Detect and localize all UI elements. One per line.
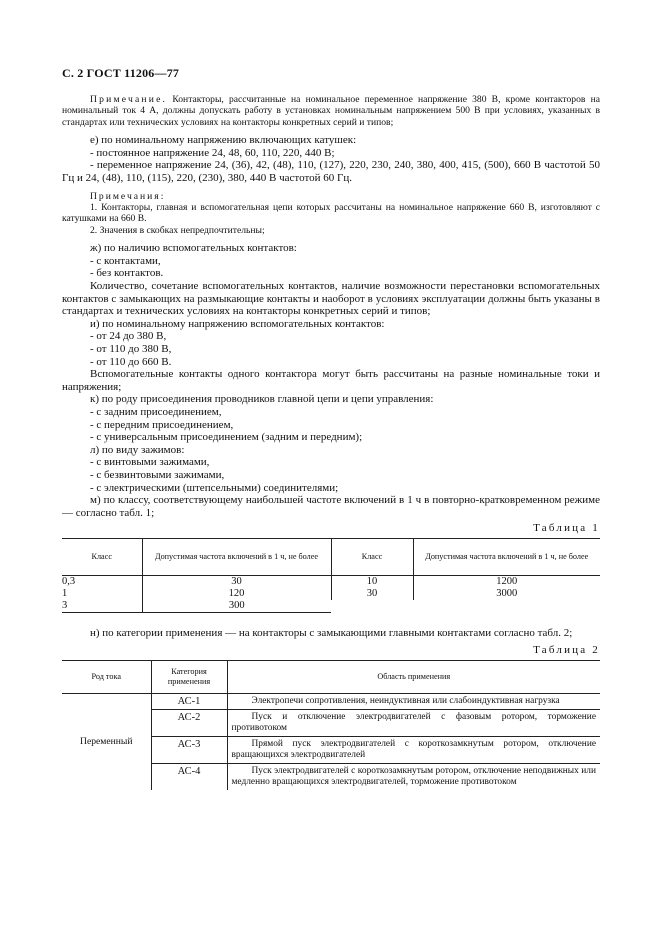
table1-header-row bbox=[62, 539, 600, 576]
aux-voltage-title: и) по номинальному напряжению вспомогательных контактов: bbox=[90, 317, 385, 330]
table2-header-area: Область применения bbox=[227, 660, 600, 693]
category-cell: АС-2 bbox=[151, 709, 227, 736]
table-row bbox=[62, 576, 600, 589]
class-item: м) по классу, соответствующему наибольшей частоте включений в 1 ч в повторно-кратковременном режиме — согласно табл. 1; bbox=[62, 494, 600, 519]
clamps-plug: - с электрическими (штепсельными) соединителями; bbox=[90, 481, 339, 494]
table-cell bbox=[331, 600, 413, 613]
aux-contacts-title: ж) по наличию вспомогательных контактов: bbox=[90, 242, 297, 255]
aux-contacts-paragraph: Количество, сочетание вспомогательных контактов, наличие возможности перестановки вспомогательных контактов с замыкающих на размыкающие контакты и наоборот в условиях эксплуатации должны быть указаны в стандартах и технических условиях на контакторы конкретных серий и типов; bbox=[62, 280, 600, 318]
aux-without-contacts: - без контактов. bbox=[90, 267, 164, 280]
table-cell: 10 bbox=[331, 576, 413, 589]
table2-header-row bbox=[62, 660, 600, 693]
table-cell: 300 bbox=[142, 600, 331, 613]
table-cell: 3000 bbox=[413, 588, 600, 600]
coil-voltage-title: е) по номинальному напряжению включающих катушек: bbox=[90, 134, 357, 147]
note-lead: Примечание. bbox=[90, 94, 168, 105]
table-cell: 1 bbox=[62, 588, 68, 600]
coil-ac-voltage: - переменное напряжение 24, (36), 42, (48), 110, (127), 220, 230, 240, 380, 400, 415, (500), 660 В частотой 50 Гц и 24, (48), 110, (115), 220, (230), 380, 440 В частотой 60 Гц. bbox=[62, 159, 600, 184]
table2-header-current: Род тока bbox=[62, 660, 151, 693]
table1-header-class: Класс bbox=[331, 539, 413, 576]
current-type-cell: Переменный bbox=[80, 736, 133, 748]
table-cell: 1200 bbox=[413, 576, 600, 589]
coil-dc-voltage: - постоянное напряжение 24, 48, 60, 110, 220, 440 В; bbox=[90, 146, 335, 159]
page-content bbox=[62, 94, 600, 790]
table-2 bbox=[62, 660, 600, 790]
note-item-2: 2. Значения в скобках непредпочтительны; bbox=[90, 224, 265, 236]
connection-rear: - с задним присоединением, bbox=[90, 405, 222, 418]
table-cell: 30 bbox=[142, 576, 331, 589]
table2-caption: Таблица 2 bbox=[533, 643, 600, 656]
aux-voltage-3: - от 110 до 660 В. bbox=[90, 355, 172, 368]
note-item-1: 1. Контакторы, главная и вспомогательная цепи которых рассчитаны на номинальное напряжение 660 В, изготовляют с катушками на 660 В. bbox=[62, 202, 600, 225]
category-cell: АС-4 bbox=[151, 763, 227, 790]
connection-title: к) по роду присоединения проводников главной цепи и цепи управления: bbox=[90, 393, 434, 406]
aux-with-contacts: - с контактами, bbox=[90, 254, 161, 267]
table-cell: 0,3 bbox=[62, 576, 76, 588]
connection-front: - с передним присоединением, bbox=[90, 418, 234, 431]
table2-header-category: Категория применения bbox=[151, 660, 227, 693]
connection-universal: - с универсальным присоединением (задним и передним); bbox=[90, 431, 363, 444]
table1-header-frequency: Допустимая частота включений в 1 ч, не более bbox=[142, 539, 331, 576]
table-cell: 120 bbox=[142, 588, 331, 600]
notes-lead: Примечания: bbox=[90, 190, 166, 202]
table-1 bbox=[62, 538, 600, 613]
category-cell: АС-3 bbox=[151, 736, 227, 763]
area-cell: Прямой пуск электродвигателей с короткозамкнутым ротором, отключение вращающихся электродвигателей bbox=[227, 736, 600, 763]
category-item: н) по категории применения — на контакторы с замыкающими главными контактами согласно табл. 2; bbox=[90, 627, 573, 640]
table-row bbox=[62, 600, 600, 613]
table1-header-class: Класс bbox=[62, 539, 142, 576]
aux-voltage-paragraph: Вспомогательные контакты одного контактора могут быть рассчитаны на разные номинальные токи и напряжения; bbox=[62, 368, 600, 393]
table-row bbox=[62, 588, 600, 600]
clamps-title: л) по виду зажимов: bbox=[90, 443, 185, 456]
aux-voltage-2: - от 110 до 380 В, bbox=[90, 342, 172, 355]
table-cell bbox=[413, 600, 600, 613]
category-cell: АС-1 bbox=[151, 693, 227, 709]
page-header: С. 2 ГОСТ 11206—77 bbox=[62, 66, 180, 80]
area-cell: Пуск электродвигателей с короткозамкнутым ротором, отключение неподвижных или медленно вращающихся электродвигателей, торможение противотоком bbox=[227, 763, 600, 790]
table-row bbox=[62, 693, 600, 709]
aux-voltage-1: - от 24 до 380 В, bbox=[90, 330, 167, 343]
clamps-screw: - с винтовыми зажимами, bbox=[90, 456, 210, 469]
area-cell: Пуск и отключение электродвигателей с фазовым ротором, торможение противотоком bbox=[227, 709, 600, 736]
note-paragraph bbox=[62, 94, 600, 128]
clamps-screwless: - с безвинтовыми зажимами, bbox=[90, 468, 225, 481]
note-text: Контакторы, рассчитанные на номинальное переменное напряжение 380 В, кроме контакторов на номинальный ток 4 А, должны допускать работу в установках номинальным напряжением 500 В при условиях, указанных в стандартах или технических условиях на контакторы конкретных серий и типов; bbox=[62, 94, 600, 128]
table-cell: 3 bbox=[62, 600, 142, 613]
table1-header-frequency: Допустимая частота включений в 1 ч, не более bbox=[413, 539, 600, 576]
table-cell: 30 bbox=[331, 588, 413, 600]
table1-caption: Таблица 1 bbox=[533, 522, 600, 535]
area-cell: Электропечи сопротивления, неиндуктивная или слабоиндуктивная нагрузка bbox=[227, 693, 600, 709]
